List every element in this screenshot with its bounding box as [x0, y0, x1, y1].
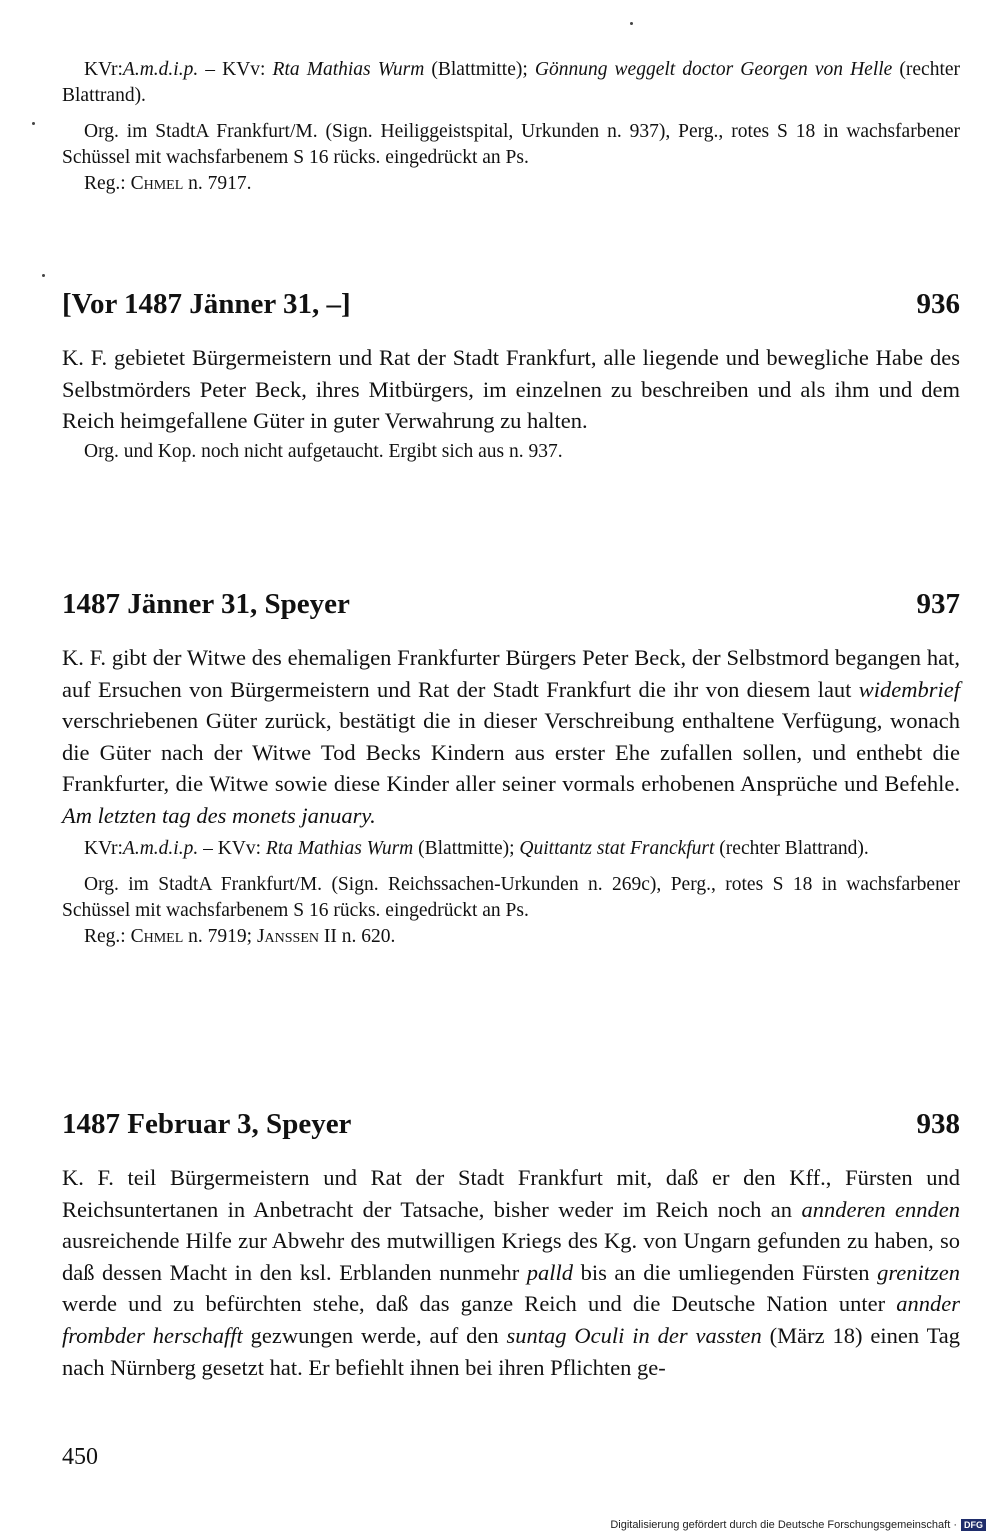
entry-938 — [62, 1106, 960, 1383]
kv-label: KVr: — [84, 837, 123, 859]
kv-position: (rechter Blattrand). — [62, 59, 961, 106]
entry-summary — [62, 642, 960, 832]
reg-source: Chmel — [130, 173, 184, 194]
kv-label: KVr: — [84, 59, 123, 80]
reg-source: Janssen — [256, 925, 319, 947]
entry-header — [62, 286, 960, 322]
kv-position: (Blattmitte); — [424, 59, 528, 80]
entry-935-tail — [62, 57, 960, 197]
kv-position: (Blattmitte); — [413, 837, 515, 859]
entry-summary: K. F. gebietet Bürgermeistern und Rat der Stadt Frankfurt, alle liegende und bewegliche Habe des Selbstmörders Peter Beck, ihres Mitbürgers, im einzelnen zu beschreiben und als ihm und dem Reich heimgefallene Güter in guter Verwahrung zu halten. — [62, 345, 960, 434]
summary-text: ausreichende Hilfe zur Abwehr des mutwilligen Kriegs des Kg. von Ungarn gefunden zu haben, so daß dessen Macht in den ksl. Erblanden nunmehr — [62, 1228, 960, 1285]
quoted-term: widembrief — [858, 676, 960, 702]
reg-number: n. 7919; — [183, 925, 257, 947]
summary-text: K. F. teil Bürgermeistern und Rat der Stadt Frankfurt mit, daß er den Kff., Fürsten und Reichsuntertanen in Anbetracht der Tatsache, bisher weder im Reich noch an — [62, 1165, 960, 1222]
quoted-term: annder frombder herschafft — [62, 1291, 960, 1348]
scan-speck — [32, 122, 35, 125]
summary-text: werde und zu befürchten stehe, daß das ganze Reich und die Deutsche Nation unter — [62, 1291, 897, 1317]
quoted-term: grenitzen — [877, 1259, 961, 1285]
reg-note — [62, 924, 960, 950]
reg-note — [62, 171, 960, 197]
org-note: Org. im StadtA Frankfurt/M. (Sign. Heiliggeistspital, Urkunden n. 937), Perg., rotes S 18 in wachsfarbener Schüssel mit wachsfarbenem S 16 rücks. eingedrückt an Ps. — [62, 121, 960, 168]
reg-label: Reg.: — [84, 925, 126, 947]
reg-source: Chmel — [130, 925, 184, 947]
kv-value: A.m.d.i.p. — [122, 837, 199, 859]
entry-number: 938 — [916, 1108, 960, 1140]
entry-date: 1487 Jänner 31, Speyer — [62, 588, 350, 620]
summary-text: K. F. gibt der Witwe des ehemaligen Frankfurter Bürgers Peter Beck, der Selbstmord begangen hat, auf Ersuchen von Bürgermeistern und Rat der Stadt Frankfurt die ihr von diesem laut — [62, 645, 960, 702]
kv-note — [62, 836, 960, 862]
kv-note-text: Quittantz stat Franckfurt — [519, 837, 715, 859]
org-note: Org. im StadtA Frankfurt/M. (Sign. Reichssachen-Urkunden n. 269c), Perg., rotes S 18 in wachsfarbener Schüssel mit wachsfarbenem S 16 rücks. eingedrückt an Ps. — [62, 873, 960, 921]
kv-position: (rechter Blattrand). — [714, 837, 869, 859]
entry-header — [62, 586, 960, 622]
kv-value: Rta Mathias Wurm — [265, 837, 414, 859]
kv-label: – KVv: — [198, 59, 266, 80]
quoted-term: palld — [526, 1259, 574, 1285]
entry-date: 1487 Februar 3, Speyer — [62, 1108, 352, 1140]
reg-number: n. 7917. — [183, 173, 252, 194]
entry-number: 936 — [916, 288, 960, 320]
entry-date: [Vor 1487 Jänner 31, –] — [62, 288, 351, 320]
dfg-logo: DFG — [961, 1519, 986, 1531]
page-number: 450 — [62, 1444, 98, 1470]
scan-speck — [42, 274, 45, 277]
footer-text: Digitalisierung gefördert durch die Deutsche Forschungsgemeinschaft · — [610, 1519, 957, 1531]
summary-text: bis an die umliegenden Fürsten — [573, 1259, 878, 1285]
reg-number: II n. 620. — [318, 925, 396, 947]
entry-937 — [62, 586, 960, 950]
reg-label: Reg.: — [84, 173, 126, 194]
entry-header — [62, 1106, 960, 1142]
summary-text: verschriebenen Güter zurück, bestätigt die in dieser Verschreibung enthaltene Verfügung, wonach die Güter nach der Witwe Tod Becks Kindern aus erster Ehe zufallen sollen, und enthebt die Frankfurter, die Witwe sowie diese Kinder aller seiner vormals erhobenen Ansprüche und Befehle. — [62, 708, 960, 797]
dating-clause: Am letzten tag des monets january. — [62, 802, 376, 828]
digitization-footer — [610, 1519, 986, 1531]
entry-number: 937 — [916, 588, 960, 620]
quoted-term: suntag Oculi in der vassten — [506, 1322, 762, 1348]
scan-speck — [630, 22, 633, 25]
kv-note-text: Gönnung weggelt doctor Georgen von Helle — [534, 59, 893, 80]
summary-text: gezwungen werde, auf den — [242, 1322, 507, 1348]
kv-label: – KVv: — [198, 837, 262, 859]
entry-summary — [62, 1162, 960, 1383]
kv-note — [62, 57, 960, 109]
org-note: Org. und Kop. noch nicht aufgetaucht. Ergibt sich aus n. 937. — [84, 440, 563, 462]
summary-text: (März 18) einen Tag nach Nürnberg gesetzt hat. Er befiehlt ihnen bei ihren Pflichten ge- — [62, 1322, 961, 1380]
kv-value: Rta Mathias Wurm — [272, 59, 425, 80]
entry-936 — [62, 286, 960, 465]
quoted-term: annderen ennden — [801, 1196, 961, 1222]
kv-value: A.m.d.i.p. — [122, 59, 199, 80]
